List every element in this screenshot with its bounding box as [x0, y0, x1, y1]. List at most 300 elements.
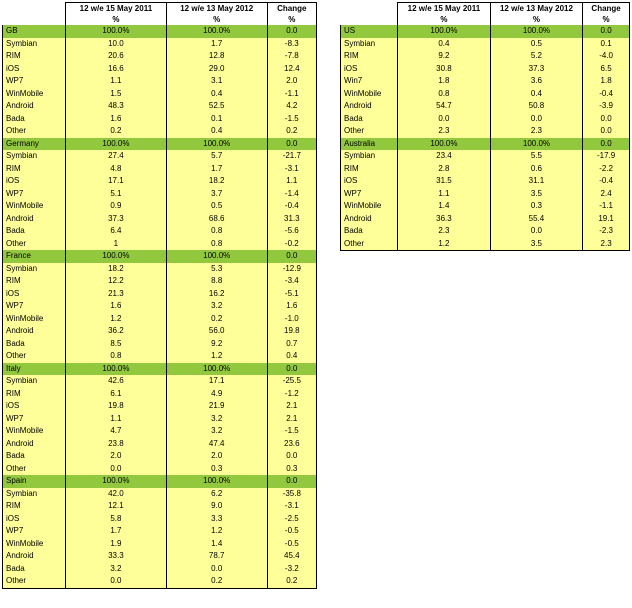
- region-total-2011: 100.0%: [398, 138, 491, 151]
- table-row: [3, 75, 317, 88]
- share-change: 1.6: [267, 300, 316, 313]
- os-name: Symbian: [3, 150, 66, 163]
- os-name: Bada: [3, 225, 66, 238]
- table-row: [3, 225, 317, 238]
- column-unit-2012: %: [166, 14, 267, 25]
- share-change: -3.1: [267, 163, 316, 176]
- share-change: -3.1: [267, 500, 316, 513]
- share-2011: 0.8: [66, 350, 167, 363]
- share-2011: 2.8: [398, 163, 491, 176]
- share-2012: 78.7: [166, 550, 267, 563]
- table-row: [3, 313, 317, 326]
- share-change: 23.6: [267, 438, 316, 451]
- os-name: RIM: [3, 500, 66, 513]
- share-change: -2.3: [583, 225, 630, 238]
- share-change: -4.0: [583, 50, 630, 63]
- share-2011: 1.1: [398, 188, 491, 201]
- table-row: [3, 500, 317, 513]
- share-change: 1.8: [583, 75, 630, 88]
- table-row: [3, 525, 317, 538]
- os-name: iOS: [3, 175, 66, 188]
- table-row: [3, 550, 317, 563]
- region-total-2011: 100.0%: [398, 25, 491, 38]
- table-row: [3, 238, 317, 251]
- region-name: Spain: [3, 475, 66, 488]
- table-row: [3, 575, 317, 588]
- table-row: [341, 125, 630, 138]
- share-2012: 0.5: [166, 200, 267, 213]
- share-change: -3.4: [267, 275, 316, 288]
- table-row: [3, 200, 317, 213]
- table-row: [3, 213, 317, 226]
- share-2011: 2.3: [398, 225, 491, 238]
- region-row: [3, 250, 317, 263]
- os-name: Android: [341, 100, 398, 113]
- share-2012: 0.3: [166, 463, 267, 476]
- os-name: Android: [3, 550, 66, 563]
- column-unit-change: %: [267, 14, 316, 25]
- region-change: 0.0: [583, 25, 630, 38]
- share-change: -5.6: [267, 225, 316, 238]
- table-row: [3, 175, 317, 188]
- table-row: [3, 63, 317, 76]
- os-name: WinMobile: [341, 88, 398, 101]
- table-row: [3, 163, 317, 176]
- share-2011: 5.1: [66, 188, 167, 201]
- table-row: [3, 538, 317, 551]
- share-2011: 1.6: [66, 113, 167, 126]
- header-corner-2: [3, 14, 66, 25]
- table-row: [3, 50, 317, 63]
- share-2011: 36.3: [398, 213, 491, 226]
- table-row: [3, 288, 317, 301]
- share-change: -3.2: [267, 563, 316, 576]
- share-change: 0.2: [267, 125, 316, 138]
- share-2011: 20.6: [66, 50, 167, 63]
- share-change: -25.5: [267, 375, 316, 388]
- share-2011: 0.0: [66, 463, 167, 476]
- share-change: 2.3: [583, 238, 630, 251]
- header-corner: [3, 3, 66, 15]
- table-row: [3, 188, 317, 201]
- share-2011: 12.2: [66, 275, 167, 288]
- table-row: [3, 350, 317, 363]
- os-name: Bada: [341, 225, 398, 238]
- share-2012: 0.6: [490, 163, 583, 176]
- share-2011: 10.0: [66, 38, 167, 51]
- table-row: [3, 338, 317, 351]
- share-change: 0.4: [267, 350, 316, 363]
- region-change: 0.0: [267, 250, 316, 263]
- share-2011: 5.8: [66, 513, 167, 526]
- share-2012: 0.1: [166, 113, 267, 126]
- share-2011: 0.0: [66, 575, 167, 588]
- share-change: -1.4: [267, 188, 316, 201]
- column-header-change: Change: [267, 3, 316, 15]
- os-name: Symbian: [3, 38, 66, 51]
- share-2011: 36.2: [66, 325, 167, 338]
- share-change: -1.0: [267, 313, 316, 326]
- region-total-2012: 100.0%: [166, 475, 267, 488]
- share-change: -1.1: [267, 88, 316, 101]
- os-name: Android: [341, 213, 398, 226]
- region-row: [341, 138, 630, 151]
- os-name: WP7: [341, 188, 398, 201]
- share-2011: 30.8: [398, 63, 491, 76]
- os-name: Other: [3, 125, 66, 138]
- share-change: 0.3: [267, 463, 316, 476]
- share-2012: 3.2: [166, 425, 267, 438]
- region-row: [3, 475, 317, 488]
- table-row: [341, 63, 630, 76]
- region-change: 0.0: [267, 138, 316, 151]
- share-2011: 0.4: [398, 38, 491, 51]
- table-row: [3, 300, 317, 313]
- table-row: [3, 263, 317, 276]
- column-unit-change: %: [583, 14, 630, 25]
- os-name: WinMobile: [3, 200, 66, 213]
- share-2012: 47.4: [166, 438, 267, 451]
- table-row: [341, 88, 630, 101]
- os-name: Symbian: [3, 263, 66, 276]
- os-name: RIM: [341, 50, 398, 63]
- share-change: 6.5: [583, 63, 630, 76]
- region-name: Australia: [341, 138, 398, 151]
- share-2011: 33.3: [66, 550, 167, 563]
- share-2011: 9.2: [398, 50, 491, 63]
- table-row: [341, 150, 630, 163]
- table-row: [341, 175, 630, 188]
- share-2011: 8.5: [66, 338, 167, 351]
- share-2012: 4.9: [166, 388, 267, 401]
- header-corner-2: [341, 14, 398, 25]
- share-2012: 0.3: [490, 200, 583, 213]
- share-2012: 68.6: [166, 213, 267, 226]
- share-2012: 3.6: [490, 75, 583, 88]
- region-name: Italy: [3, 363, 66, 376]
- share-2011: 37.3: [66, 213, 167, 226]
- os-name: WinMobile: [3, 538, 66, 551]
- os-name: iOS: [3, 63, 66, 76]
- share-change: -0.5: [267, 525, 316, 538]
- share-2012: 16.2: [166, 288, 267, 301]
- share-2012: 5.5: [490, 150, 583, 163]
- share-2012: 3.2: [166, 300, 267, 313]
- share-2011: 6.1: [66, 388, 167, 401]
- region-total-2011: 100.0%: [66, 475, 167, 488]
- share-change: -7.8: [267, 50, 316, 63]
- share-2011: 1.8: [398, 75, 491, 88]
- share-2011: 42.0: [66, 488, 167, 501]
- share-2012: 21.9: [166, 400, 267, 413]
- share-2012: 9.0: [166, 500, 267, 513]
- share-2011: 4.7: [66, 425, 167, 438]
- share-2011: 0.9: [66, 200, 167, 213]
- table-row: [3, 375, 317, 388]
- region-total-2012: 100.0%: [166, 25, 267, 38]
- share-2011: 1.2: [398, 238, 491, 251]
- share-2011: 4.8: [66, 163, 167, 176]
- region-total-2011: 100.0%: [66, 138, 167, 151]
- share-2012: 3.5: [490, 188, 583, 201]
- share-change: -0.4: [267, 200, 316, 213]
- share-change: -5.1: [267, 288, 316, 301]
- os-name: RIM: [341, 163, 398, 176]
- region-total-2012: 100.0%: [166, 250, 267, 263]
- os-name: Other: [3, 350, 66, 363]
- share-2012: 0.4: [166, 88, 267, 101]
- share-2012: 29.0: [166, 63, 267, 76]
- share-2012: 5.7: [166, 150, 267, 163]
- region-total-2012: 100.0%: [490, 25, 583, 38]
- share-change: 4.2: [267, 100, 316, 113]
- share-2012: 3.2: [166, 413, 267, 426]
- os-name: Other: [341, 125, 398, 138]
- share-change: -17.9: [583, 150, 630, 163]
- share-2011: 23.8: [66, 438, 167, 451]
- table-row: [3, 488, 317, 501]
- os-name: iOS: [341, 63, 398, 76]
- share-2011: 16.6: [66, 63, 167, 76]
- share-2011: 1.1: [66, 75, 167, 88]
- table-row: [341, 50, 630, 63]
- table-row: [3, 325, 317, 338]
- region-name: France: [3, 250, 66, 263]
- table-row: [3, 113, 317, 126]
- region-row: [341, 25, 630, 38]
- share-change: 12.4: [267, 63, 316, 76]
- share-2012: 3.5: [490, 238, 583, 251]
- os-name: iOS: [341, 175, 398, 188]
- right-table-body: [341, 3, 630, 251]
- column-header-2012: 12 w/e 13 May 2012: [166, 3, 267, 15]
- os-name: Bada: [341, 113, 398, 126]
- share-2012: 1.7: [166, 38, 267, 51]
- region-change: 0.0: [267, 475, 316, 488]
- column-unit-2011: %: [398, 14, 491, 25]
- share-2011: 18.2: [66, 263, 167, 276]
- table-row: [3, 463, 317, 476]
- share-2012: 8.8: [166, 275, 267, 288]
- column-header-2011: 12 w/e 15 May 2011: [66, 3, 167, 15]
- region-change: 0.0: [267, 25, 316, 38]
- os-name: iOS: [3, 400, 66, 413]
- share-change: 19.1: [583, 213, 630, 226]
- region-row: [3, 363, 317, 376]
- share-2012: 37.3: [490, 63, 583, 76]
- region-total-2012: 100.0%: [166, 363, 267, 376]
- share-change: -1.5: [267, 113, 316, 126]
- share-change: -3.9: [583, 100, 630, 113]
- column-unit-2012: %: [490, 14, 583, 25]
- region-name: GB: [3, 25, 66, 38]
- table-row: [341, 75, 630, 88]
- share-2012: 5.2: [490, 50, 583, 63]
- os-name: Bada: [3, 450, 66, 463]
- column-header-2012: 12 w/e 13 May 2012: [490, 3, 583, 15]
- share-2011: 31.5: [398, 175, 491, 188]
- share-2011: 2.0: [66, 450, 167, 463]
- column-unit-2011: %: [66, 14, 167, 25]
- share-2012: 0.8: [166, 225, 267, 238]
- table-row: [3, 450, 317, 463]
- share-2011: 12.1: [66, 500, 167, 513]
- os-name: Other: [3, 575, 66, 588]
- share-2012: 55.4: [490, 213, 583, 226]
- os-name: WP7: [3, 413, 66, 426]
- header-row-2: [3, 14, 317, 25]
- region-row: [3, 138, 317, 151]
- share-2011: 17.1: [66, 175, 167, 188]
- share-2012: 2.0: [166, 450, 267, 463]
- os-name: iOS: [3, 513, 66, 526]
- table-row: [341, 225, 630, 238]
- share-2012: 56.0: [166, 325, 267, 338]
- os-name: Bada: [3, 113, 66, 126]
- share-change: -35.8: [267, 488, 316, 501]
- share-2011: 3.2: [66, 563, 167, 576]
- share-2012: 12.8: [166, 50, 267, 63]
- share-2012: 0.8: [166, 238, 267, 251]
- region-name: Germany: [3, 138, 66, 151]
- share-2012: 1.7: [166, 163, 267, 176]
- share-2011: 23.4: [398, 150, 491, 163]
- left-table-body: [3, 3, 317, 589]
- share-2012: 1.2: [166, 350, 267, 363]
- share-change: -21.7: [267, 150, 316, 163]
- share-2011: 1.7: [66, 525, 167, 538]
- table-row: [3, 425, 317, 438]
- column-header-2011: 12 w/e 15 May 2011: [398, 3, 491, 15]
- os-name: RIM: [3, 388, 66, 401]
- os-name: Win7: [341, 75, 398, 88]
- os-name: WP7: [3, 300, 66, 313]
- share-2011: 1.4: [398, 200, 491, 213]
- table-row: [341, 213, 630, 226]
- header-corner: [341, 3, 398, 15]
- share-2012: 0.5: [490, 38, 583, 51]
- header-row-1: [3, 3, 317, 15]
- share-2011: 1.9: [66, 538, 167, 551]
- os-name: Other: [341, 238, 398, 251]
- share-change: -1.2: [267, 388, 316, 401]
- share-change: -0.4: [583, 175, 630, 188]
- share-change: 0.1: [583, 38, 630, 51]
- os-name: WP7: [3, 188, 66, 201]
- os-name: Other: [3, 238, 66, 251]
- os-name: RIM: [3, 275, 66, 288]
- table-row: [3, 513, 317, 526]
- share-change: 0.0: [583, 113, 630, 126]
- os-name: WP7: [3, 525, 66, 538]
- share-2011: 42.6: [66, 375, 167, 388]
- os-name: Android: [3, 100, 66, 113]
- share-2011: 1.6: [66, 300, 167, 313]
- os-name: WinMobile: [3, 313, 66, 326]
- share-change: -1.5: [267, 425, 316, 438]
- share-2012: 52.5: [166, 100, 267, 113]
- table-row: [3, 150, 317, 163]
- os-name: WinMobile: [3, 425, 66, 438]
- os-name: Bada: [3, 563, 66, 576]
- share-2012: 0.0: [166, 563, 267, 576]
- share-change: 2.1: [267, 413, 316, 426]
- share-change: 2.0: [267, 75, 316, 88]
- left-market-share-table: [2, 2, 317, 589]
- share-2012: 18.2: [166, 175, 267, 188]
- share-change: -8.3: [267, 38, 316, 51]
- share-2012: 1.2: [166, 525, 267, 538]
- share-2012: 9.2: [166, 338, 267, 351]
- share-2012: 0.0: [490, 225, 583, 238]
- share-2011: 48.3: [66, 100, 167, 113]
- table-row: [3, 563, 317, 576]
- column-header-change: Change: [583, 3, 630, 15]
- share-2012: 2.3: [490, 125, 583, 138]
- os-name: WinMobile: [3, 88, 66, 101]
- share-2011: 1: [66, 238, 167, 251]
- share-2012: 50.8: [490, 100, 583, 113]
- share-2011: 54.7: [398, 100, 491, 113]
- region-total-2011: 100.0%: [66, 250, 167, 263]
- share-change: 0.2: [267, 575, 316, 588]
- os-name: iOS: [3, 288, 66, 301]
- share-change: 19.8: [267, 325, 316, 338]
- share-2012: 1.4: [166, 538, 267, 551]
- os-name: Other: [3, 463, 66, 476]
- share-2012: 31.1: [490, 175, 583, 188]
- share-2011: 2.3: [398, 125, 491, 138]
- region-total-2011: 100.0%: [66, 363, 167, 376]
- share-2011: 21.3: [66, 288, 167, 301]
- region-total-2011: 100.0%: [66, 25, 167, 38]
- share-change: -12.9: [267, 263, 316, 276]
- share-2012: 0.4: [166, 125, 267, 138]
- os-name: Symbian: [341, 38, 398, 51]
- table-row: [3, 125, 317, 138]
- table-row: [3, 88, 317, 101]
- os-name: WinMobile: [341, 200, 398, 213]
- share-2012: 5.3: [166, 263, 267, 276]
- table-row: [3, 413, 317, 426]
- share-2012: 0.2: [166, 313, 267, 326]
- region-row: [3, 25, 317, 38]
- table-row: [3, 38, 317, 51]
- share-2012: 3.1: [166, 75, 267, 88]
- share-change: 1.1: [267, 175, 316, 188]
- share-change: -1.1: [583, 200, 630, 213]
- region-change: 0.0: [583, 138, 630, 151]
- right-market-share-table: [340, 2, 630, 251]
- table-row: [3, 438, 317, 451]
- share-change: 2.1: [267, 400, 316, 413]
- share-2011: 0.2: [66, 125, 167, 138]
- share-2011: 19.8: [66, 400, 167, 413]
- share-change: -2.5: [267, 513, 316, 526]
- os-name: Android: [3, 438, 66, 451]
- os-name: WP7: [3, 75, 66, 88]
- table-row: [341, 238, 630, 251]
- share-2011: 27.4: [66, 150, 167, 163]
- share-change: 45.4: [267, 550, 316, 563]
- table-row: [341, 163, 630, 176]
- share-change: 0.7: [267, 338, 316, 351]
- table-row: [3, 400, 317, 413]
- header-row-2: [341, 14, 630, 25]
- share-2011: 0.8: [398, 88, 491, 101]
- share-change: 31.3: [267, 213, 316, 226]
- share-change: -0.4: [583, 88, 630, 101]
